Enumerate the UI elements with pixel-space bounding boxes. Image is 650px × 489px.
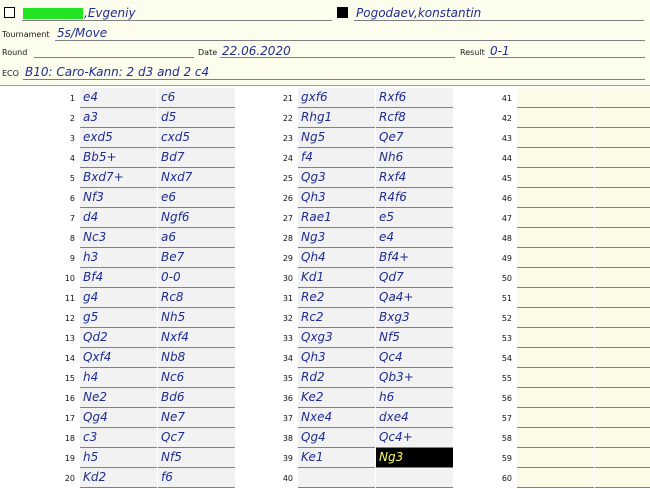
- eco-value[interactable]: B10: Caro-Kann: 2 d3 and 2 c4: [25, 65, 210, 79]
- white-move-text: Kd1: [301, 270, 325, 284]
- move-number: 28: [282, 234, 293, 243]
- white-move-cell[interactable]: [80, 468, 157, 488]
- white-move-cell[interactable]: [517, 288, 594, 308]
- tournament-underline: [55, 40, 645, 41]
- move-number: 37: [282, 414, 293, 423]
- move-number: 38: [282, 434, 293, 443]
- black-move-cell[interactable]: [595, 88, 650, 108]
- white-move-cell[interactable]: [298, 188, 375, 208]
- white-move-cell[interactable]: [298, 368, 375, 388]
- move-number: 21: [282, 94, 293, 103]
- white-move-cell[interactable]: [298, 388, 375, 408]
- white-move-cell[interactable]: [80, 268, 157, 288]
- move-number: 59: [501, 454, 512, 463]
- move-number: 50: [501, 274, 512, 283]
- white-move-cell[interactable]: [80, 428, 157, 448]
- white-move-text: c3: [83, 430, 98, 444]
- black-move-text: dxe4: [379, 410, 409, 424]
- white-move-text: Nxe4: [301, 410, 333, 424]
- black-move-cell[interactable]: [376, 108, 453, 128]
- black-move-cell[interactable]: [595, 368, 650, 388]
- white-move-cell[interactable]: [517, 128, 594, 148]
- white-move-text: Rc2: [301, 310, 324, 324]
- move-number: 10: [64, 274, 75, 283]
- black-move-cell[interactable]: [158, 448, 235, 468]
- black-move-cell[interactable]: [158, 88, 235, 108]
- black-move-text: Bf4+: [379, 250, 410, 264]
- white-move-text: Rhg1: [301, 110, 333, 124]
- black-move-text: Qc4+: [379, 430, 413, 444]
- black-move-cell-selected[interactable]: [376, 448, 453, 468]
- black-move-cell[interactable]: [376, 308, 453, 328]
- move-number: 39: [282, 454, 293, 463]
- white-move-text: h4: [83, 370, 99, 384]
- white-move-cell[interactable]: [517, 328, 594, 348]
- white-move-cell[interactable]: [80, 208, 157, 228]
- black-move-cell[interactable]: [595, 188, 650, 208]
- black-move-cell[interactable]: [158, 188, 235, 208]
- black-move-cell[interactable]: [376, 388, 453, 408]
- move-number: 33: [282, 334, 293, 343]
- black-move-cell[interactable]: [158, 148, 235, 168]
- white-move-text: exd5: [83, 130, 113, 144]
- white-move-text: Qd2: [83, 330, 108, 344]
- black-move-text: e4: [379, 230, 395, 244]
- black-move-cell[interactable]: [376, 208, 453, 228]
- white-move-text: g4: [83, 290, 99, 304]
- white-move-text: d4: [83, 210, 99, 224]
- black-move-cell[interactable]: [158, 288, 235, 308]
- white-move-text: Bf4: [83, 270, 104, 284]
- move-number: 18: [64, 434, 75, 443]
- white-move-cell[interactable]: [80, 108, 157, 128]
- black-move-text: Rxf4: [379, 170, 407, 184]
- move-number: 27: [282, 214, 293, 223]
- black-move-cell[interactable]: [595, 308, 650, 328]
- move-number: 20: [64, 474, 75, 483]
- move-number: 57: [501, 414, 512, 423]
- white-move-text: Ng5: [301, 130, 326, 144]
- move-number: 24: [282, 154, 293, 163]
- move-number: 11: [64, 294, 75, 303]
- white-move-cell[interactable]: [517, 108, 594, 128]
- black-move-text: Rxf6: [379, 90, 407, 104]
- round-date-result-row: [0, 42, 650, 60]
- black-move-text: h6: [379, 390, 395, 404]
- date-value[interactable]: 22.06.2020: [222, 44, 291, 58]
- move-number: 8: [69, 234, 75, 243]
- white-move-cell[interactable]: [80, 308, 157, 328]
- white-move-cell[interactable]: [80, 168, 157, 188]
- white-move-cell[interactable]: [517, 448, 594, 468]
- white-move-cell[interactable]: [80, 128, 157, 148]
- white-move-cell[interactable]: [298, 468, 375, 488]
- black-move-cell[interactable]: [158, 348, 235, 368]
- white-move-text: Rae1: [301, 210, 332, 224]
- move-number: 55: [501, 374, 512, 383]
- white-player-name[interactable]: ,Evgeniy: [84, 6, 136, 20]
- black-move-text: Nf5: [161, 450, 182, 464]
- white-move-text: Ke2: [301, 390, 324, 404]
- black-move-text: Qc7: [161, 430, 185, 444]
- white-move-cell[interactable]: [298, 348, 375, 368]
- move-number: 49: [501, 254, 512, 263]
- black-move-cell[interactable]: [158, 328, 235, 348]
- white-move-text: Bxd7+: [83, 170, 124, 184]
- white-move-cell[interactable]: [517, 468, 594, 488]
- white-move-text: Ke1: [301, 450, 324, 464]
- white-move-cell[interactable]: [298, 328, 375, 348]
- black-move-text: Nh5: [161, 310, 186, 324]
- black-move-cell[interactable]: [376, 468, 453, 488]
- white-move-cell[interactable]: [517, 368, 594, 388]
- white-move-cell[interactable]: [298, 148, 375, 168]
- black-move-text: Nxf4: [161, 330, 189, 344]
- black-move-text: 0-0: [161, 270, 181, 284]
- black-move-cell[interactable]: [376, 228, 453, 248]
- black-name-underline: [354, 20, 644, 21]
- move-number: 14: [64, 354, 75, 363]
- move-number: 35: [282, 374, 293, 383]
- black-move-cell[interactable]: [595, 388, 650, 408]
- white-move-cell[interactable]: [298, 448, 375, 468]
- black-move-text: f6: [161, 470, 173, 484]
- date-underline: [220, 57, 455, 58]
- white-move-cell[interactable]: [298, 228, 375, 248]
- white-move-text: Qxf4: [83, 350, 112, 364]
- black-move-cell[interactable]: [158, 428, 235, 448]
- move-number: 16: [64, 394, 75, 403]
- black-move-cell[interactable]: [376, 128, 453, 148]
- black-move-cell[interactable]: [158, 228, 235, 248]
- white-move-text: Ne2: [83, 390, 107, 404]
- move-number: 4: [69, 154, 75, 163]
- move-number: 6: [69, 194, 75, 203]
- black-move-cell[interactable]: [595, 168, 650, 188]
- move-number: 43: [501, 134, 512, 143]
- round-underline: [34, 57, 194, 58]
- move-number: 47: [501, 214, 512, 223]
- move-number: 36: [282, 394, 293, 403]
- move-number: 25: [282, 174, 293, 183]
- move-number: 31: [282, 294, 293, 303]
- white-move-cell[interactable]: [517, 148, 594, 168]
- black-move-text: c6: [161, 90, 176, 104]
- black-move-cell[interactable]: [595, 288, 650, 308]
- result-label: Result: [460, 48, 485, 57]
- black-move-text: a6: [161, 230, 176, 244]
- white-move-text: e4: [83, 90, 99, 104]
- black-move-text: Rcf8: [379, 110, 406, 124]
- black-move-text: Nh6: [379, 150, 404, 164]
- move-number: 56: [501, 394, 512, 403]
- black-move-cell[interactable]: [158, 388, 235, 408]
- black-move-text: Qc4: [379, 350, 403, 364]
- black-move-cell[interactable]: [595, 208, 650, 228]
- white-move-cell[interactable]: [298, 268, 375, 288]
- black-move-text: Ng3: [379, 450, 404, 464]
- black-move-cell[interactable]: [158, 208, 235, 228]
- tournament-value[interactable]: 5s/Move: [57, 26, 108, 40]
- white-move-cell[interactable]: [298, 288, 375, 308]
- move-number: 51: [501, 294, 512, 303]
- white-move-cell[interactable]: [517, 268, 594, 288]
- move-number: 26: [282, 194, 293, 203]
- black-move-cell[interactable]: [158, 168, 235, 188]
- move-number: 1: [69, 94, 75, 103]
- move-number: 44: [501, 154, 512, 163]
- black-move-cell[interactable]: [376, 288, 453, 308]
- black-square-icon: [337, 7, 348, 18]
- move-number: 32: [282, 314, 293, 323]
- black-move-text: R4f6: [379, 190, 407, 204]
- move-number: 17: [64, 414, 75, 423]
- white-move-cell[interactable]: [80, 228, 157, 248]
- black-move-cell[interactable]: [595, 228, 650, 248]
- black-move-cell[interactable]: [158, 268, 235, 288]
- result-value[interactable]: 0-1: [490, 44, 510, 58]
- move-number: 23: [282, 134, 293, 143]
- white-move-cell[interactable]: [80, 148, 157, 168]
- black-move-cell[interactable]: [595, 348, 650, 368]
- white-move-cell[interactable]: [517, 348, 594, 368]
- black-move-text: e5: [379, 210, 395, 224]
- move-number: 54: [501, 354, 512, 363]
- result-underline: [488, 57, 645, 58]
- black-move-cell[interactable]: [158, 248, 235, 268]
- move-number: 42: [501, 114, 512, 123]
- white-move-text: Qh4: [301, 250, 326, 264]
- black-move-cell[interactable]: [158, 368, 235, 388]
- black-move-text: d5: [161, 110, 177, 124]
- black-move-text: Rc8: [161, 290, 184, 304]
- black-move-cell[interactable]: [376, 88, 453, 108]
- move-number: 41: [501, 94, 512, 103]
- white-move-text: h3: [83, 250, 99, 264]
- move-number: 22: [282, 114, 293, 123]
- tournament-label: Tournament: [2, 30, 50, 39]
- white-move-cell[interactable]: [517, 388, 594, 408]
- eco-label: ECO: [2, 69, 19, 78]
- white-move-text: Qg4: [301, 430, 326, 444]
- black-move-cell[interactable]: [158, 408, 235, 428]
- white-move-cell[interactable]: [298, 88, 375, 108]
- white-move-text: Kd2: [83, 470, 107, 484]
- black-move-text: Bd6: [161, 390, 185, 404]
- white-move-text: Qxg3: [301, 330, 333, 344]
- black-move-text: Qa4+: [379, 290, 414, 304]
- white-move-cell[interactable]: [298, 208, 375, 228]
- move-number: 19: [64, 454, 75, 463]
- black-move-text: Nxd7: [161, 170, 193, 184]
- white-move-text: gxf6: [301, 90, 328, 104]
- move-number: 15: [64, 374, 75, 383]
- black-move-cell[interactable]: [595, 428, 650, 448]
- black-move-cell[interactable]: [158, 108, 235, 128]
- move-number: 46: [501, 194, 512, 203]
- white-move-text: a3: [83, 110, 98, 124]
- move-number: 48: [501, 234, 512, 243]
- white-move-text: g5: [83, 310, 99, 324]
- black-move-cell[interactable]: [595, 108, 650, 128]
- black-move-cell[interactable]: [595, 128, 650, 148]
- white-move-text: f4: [301, 150, 313, 164]
- black-move-cell[interactable]: [376, 148, 453, 168]
- white-move-text: Qg3: [301, 170, 326, 184]
- black-move-cell[interactable]: [376, 268, 453, 288]
- move-number: 9: [69, 254, 75, 263]
- white-move-cell[interactable]: [80, 88, 157, 108]
- eco-row: [0, 60, 650, 85]
- white-move-cell[interactable]: [80, 248, 157, 268]
- white-move-text: Bb5+: [83, 150, 117, 164]
- black-move-cell[interactable]: [376, 368, 453, 388]
- black-move-text: Bxg3: [379, 310, 410, 324]
- black-move-cell[interactable]: [158, 128, 235, 148]
- black-move-cell[interactable]: [376, 248, 453, 268]
- white-move-cell[interactable]: [298, 408, 375, 428]
- white-move-cell[interactable]: [517, 248, 594, 268]
- black-move-cell[interactable]: [595, 408, 650, 428]
- move-number: 53: [501, 334, 512, 343]
- white-move-text: Nf3: [83, 190, 104, 204]
- black-move-cell[interactable]: [376, 168, 453, 188]
- move-number: 13: [64, 334, 75, 343]
- white-move-cell[interactable]: [80, 388, 157, 408]
- move-number: 12: [64, 314, 75, 323]
- black-player-name[interactable]: Pogodaev,konstantin: [356, 6, 482, 20]
- round-label: Round: [2, 48, 28, 57]
- white-move-text: Nc3: [83, 230, 107, 244]
- black-move-cell[interactable]: [595, 268, 650, 288]
- white-move-text: Ng3: [301, 230, 326, 244]
- black-move-cell[interactable]: [376, 188, 453, 208]
- move-number: 30: [282, 274, 293, 283]
- black-move-cell[interactable]: [158, 308, 235, 328]
- white-move-text: Qh3: [301, 190, 326, 204]
- black-move-cell[interactable]: [595, 468, 650, 488]
- white-move-text: Qg4: [83, 410, 108, 424]
- white-move-cell[interactable]: [80, 448, 157, 468]
- black-move-cell[interactable]: [376, 348, 453, 368]
- white-move-cell[interactable]: [517, 188, 594, 208]
- black-move-text: Nf5: [379, 330, 400, 344]
- white-move-cell[interactable]: [517, 308, 594, 328]
- move-number: 34: [282, 354, 293, 363]
- move-number: 40: [282, 474, 293, 483]
- black-move-cell[interactable]: [595, 148, 650, 168]
- white-move-cell[interactable]: [80, 368, 157, 388]
- white-move-text: h5: [83, 450, 99, 464]
- black-move-text: Qd7: [379, 270, 404, 284]
- move-number: 2: [69, 114, 75, 123]
- black-move-text: Bd7: [161, 150, 185, 164]
- header-divider: [0, 85, 650, 86]
- players-row: [0, 0, 650, 25]
- black-move-cell[interactable]: [376, 328, 453, 348]
- move-number: 5: [69, 174, 75, 183]
- white-move-cell[interactable]: [80, 348, 157, 368]
- white-move-cell[interactable]: [80, 408, 157, 428]
- move-number: 45: [501, 174, 512, 183]
- white-move-cell[interactable]: [80, 328, 157, 348]
- white-move-text: Qh3: [301, 350, 326, 364]
- white-move-cell[interactable]: [517, 208, 594, 228]
- white-move-cell[interactable]: [517, 408, 594, 428]
- black-move-cell[interactable]: [595, 448, 650, 468]
- white-move-text: Rd2: [301, 370, 325, 384]
- black-move-text: Qb3+: [379, 370, 414, 384]
- black-move-text: Ne7: [161, 410, 185, 424]
- white-move-cell[interactable]: [298, 308, 375, 328]
- black-move-text: Qe7: [379, 130, 404, 144]
- black-move-cell[interactable]: [158, 468, 235, 488]
- black-move-cell[interactable]: [376, 428, 453, 448]
- white-move-cell[interactable]: [517, 168, 594, 188]
- black-move-text: Nc6: [161, 370, 185, 384]
- black-move-cell[interactable]: [595, 248, 650, 268]
- move-number: 60: [501, 474, 512, 483]
- white-move-text: Re2: [301, 290, 325, 304]
- move-number: 52: [501, 314, 512, 323]
- white-color-flag: [23, 8, 83, 19]
- white-move-cell[interactable]: [298, 248, 375, 268]
- white-name-underline: [22, 20, 332, 21]
- eco-underline: [23, 79, 645, 80]
- move-number: 3: [69, 134, 75, 143]
- black-move-text: Nb8: [161, 350, 186, 364]
- black-move-cell[interactable]: [595, 328, 650, 348]
- white-move-cell[interactable]: [517, 88, 594, 108]
- move-number: 58: [501, 434, 512, 443]
- black-move-text: cxd5: [161, 130, 190, 144]
- tournament-row: [0, 25, 650, 42]
- white-move-cell[interactable]: [298, 428, 375, 448]
- white-move-cell[interactable]: [298, 128, 375, 148]
- white-move-cell[interactable]: [298, 108, 375, 128]
- white-square-icon: [4, 7, 15, 18]
- black-move-text: e6: [161, 190, 177, 204]
- white-move-cell[interactable]: [80, 188, 157, 208]
- black-move-text: Ngf6: [161, 210, 190, 224]
- white-move-cell[interactable]: [517, 228, 594, 248]
- black-move-cell[interactable]: [376, 408, 453, 428]
- white-move-cell[interactable]: [298, 168, 375, 188]
- date-label: Date: [198, 48, 218, 57]
- white-move-cell[interactable]: [517, 428, 594, 448]
- move-number: 29: [282, 254, 293, 263]
- black-move-text: Be7: [161, 250, 185, 264]
- white-move-cell[interactable]: [80, 288, 157, 308]
- move-number: 7: [69, 214, 75, 223]
